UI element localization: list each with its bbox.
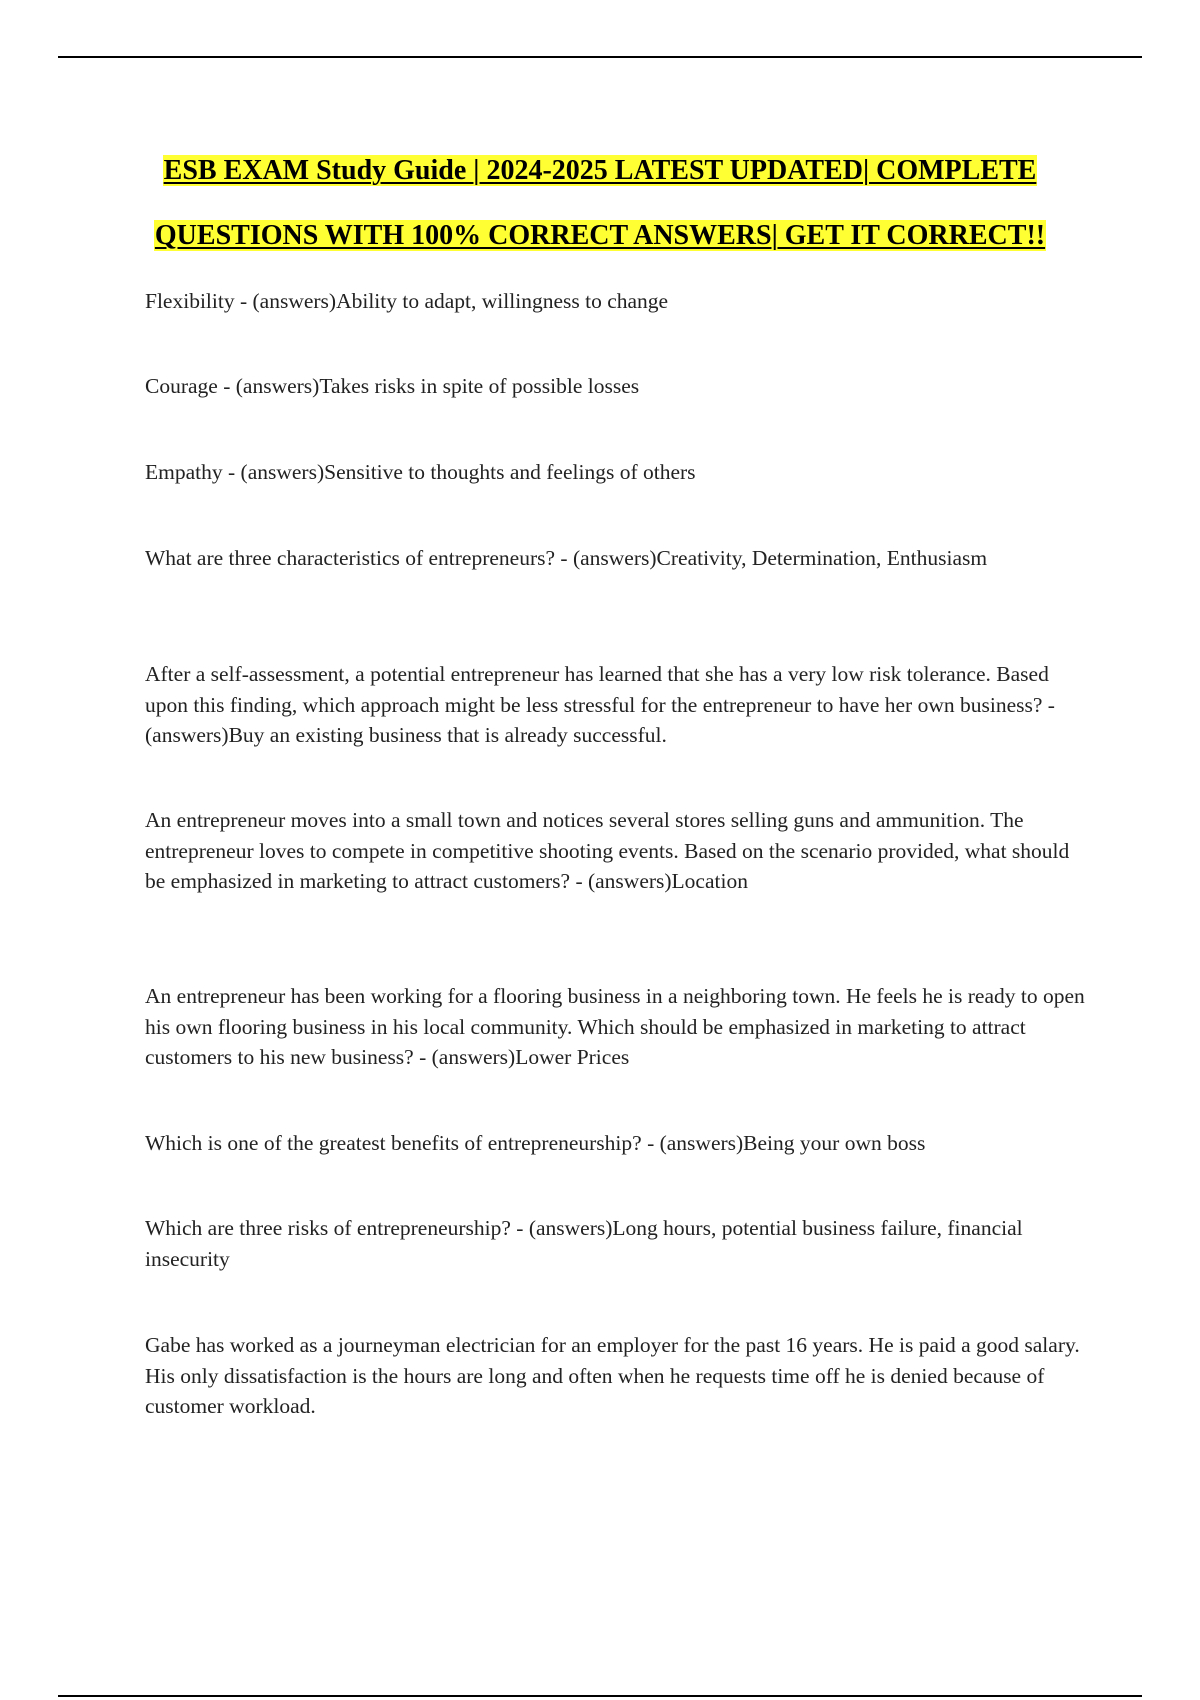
qa-item-risk-tolerance: After a self-assessment, a potential entrepreneur has learned that she has a very low risk tolerance. Based upon this finding, which approach might be less stressful for the entrepreneur to have her own business? - (answers)Buy an existing business that is already successful. — [145, 662, 1055, 747]
bottom-rule — [58, 1695, 1142, 1697]
qa-item-small-town: An entrepreneur moves into a small town and notices several stores selling guns and ammunition. The entrepreneur loves to compete in competitive shooting events. Based on the scenario provided, what should be emphasized in marketing to attract customers? - (answers)Location — [145, 808, 1070, 893]
qa-item-flexibility: Flexibility - (answers)Ability to adapt, willingness to change — [145, 289, 669, 313]
qa-item-courage: Courage - (answers)Takes risks in spite of possible losses — [145, 374, 640, 398]
qa-item-flooring: An entrepreneur has been working for a flooring business in a neighboring town. He feels he is ready to open his own flooring business in his local community. Which should be emphasized in marketing to attract customers to his new business? - (answers)Lower Prices — [145, 984, 1085, 1069]
top-rule — [58, 56, 1142, 58]
qa-item-risks: Which are three risks of entrepreneurship? - (answers)Long hours, potential business failure, financial insecurity — [145, 1216, 1023, 1271]
qa-item-characteristics: What are three characteristics of entrepreneurs? - (answers)Creativity, Determination, Enthusiasm — [145, 546, 988, 570]
qa-item-gabe: Gabe has worked as a journeyman electrician for an employer for the past 16 years. He is paid a good salary. His only dissatisfaction is the hours are long and often when he requests time off he is denied because of customer workload. — [145, 1333, 1080, 1418]
qa-item-benefits: Which is one of the greatest benefits of entrepreneurship? - (answers)Being your own boss — [145, 1131, 926, 1155]
title-line-2: QUESTIONS WITH 100% CORRECT ANSWERS| GET IT CORRECT!! — [154, 220, 1046, 251]
qa-item-empathy: Empathy - (answers)Sensitive to thoughts and feelings of others — [145, 460, 696, 484]
document-title — [60, 138, 1140, 268]
title-line-1: ESB EXAM Study Guide | 2024-2025 LATEST UPDATED| COMPLETE — [163, 155, 1037, 186]
